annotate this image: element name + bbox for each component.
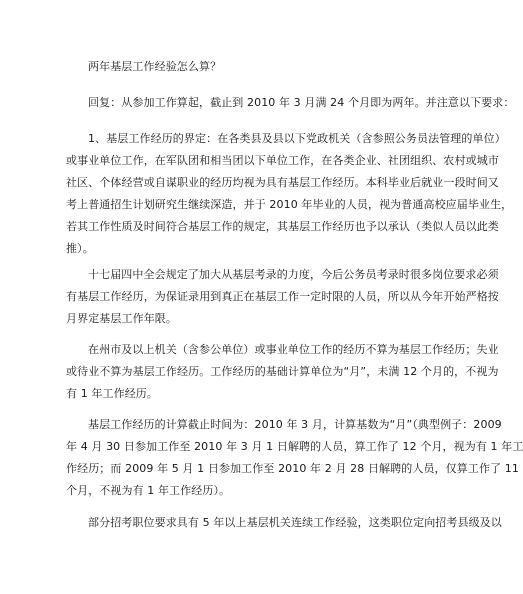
- paragraph-plenum: [66, 264, 499, 330]
- paragraph-line: 基层工作经历的计算截止时间为：2010 年 3 月，计算基数为“月”（典型例子：2009: [88, 418, 502, 431]
- paragraph-line: 有 1 年工作经历。: [66, 387, 158, 400]
- question-text: 两年基层工作经验怎么算？: [88, 60, 222, 73]
- paragraph-line: 十七届四中全会规定了加大从基层考录的力度，今后公务员考录时很多岗位要求必须: [88, 268, 499, 281]
- paragraph-line: 或事业单位工作，在军队团和相当团以下单位工作，在各类企业、社团组织、农村或城市: [66, 154, 499, 167]
- paragraph-cutoff: [66, 414, 523, 502]
- answer-intro: [66, 92, 515, 114]
- paragraph-line: 社区、个体经营或自谋职业的经历均视为具有基层工作经历。本科毕业后就业一段时间又: [66, 176, 499, 189]
- paragraph-line: 个月，不视为有 1 年工作经历）。: [66, 484, 231, 497]
- paragraph-line: 有基层工作经历，为保证录用到真正在基层工作一定时限的人员，所以从今年开始严格按: [66, 290, 499, 303]
- paragraph-definition: [66, 128, 513, 260]
- paragraph-five-years: [66, 512, 502, 534]
- paragraph-line: 作经历；而 2009 年 5 月 1 日参加工作至 2010 年 2 月 28 日解聘的人员，仅算工作了 11: [66, 462, 519, 475]
- paragraph-line: 推）。: [66, 242, 94, 255]
- paragraph-line: 年 4 月 30 日参加工作至 2010 年 3 月 1 日解聘的人员，算工作了 12 个月，视为有 1 年工: [66, 440, 523, 453]
- paragraph-line: 或待业不算为基层工作经历。工作经历的基础计算单位为“月”，未满 12 个月的，不视为: [66, 365, 499, 378]
- answer-intro-text: 回复：从参加工作算起，截止到 2010 年 3 月满 24 个月即为两年。并注意以下要求：: [88, 96, 515, 109]
- paragraph-line: 若其工作性质及时间符合基层工作的规定，其基层工作经历也予以承认（类似人员以此类: [66, 220, 499, 233]
- question-heading: [66, 56, 476, 78]
- paragraph-line: 部分招考职位要求具有 5 年以上基层机关连续工作经验，这类职位定向招考县级及以: [88, 516, 502, 529]
- paragraph-exclusions: [66, 339, 499, 405]
- paragraph-line: 在州市及以上机关（含参公单位）或事业单位工作的经历不算为基层工作经历；失业: [88, 343, 499, 356]
- paragraph-line: 月界定基层工作年限。: [66, 312, 177, 325]
- paragraph-line: 1、基层工作经历的界定：在各类县及县以下党政机关（含参照公务员法管理的单位）: [88, 132, 506, 145]
- paragraph-line: 考上普通招生计划研究生继续深造，并于 2010 年毕业的人员，视为普通高校应届毕业生，: [66, 198, 513, 211]
